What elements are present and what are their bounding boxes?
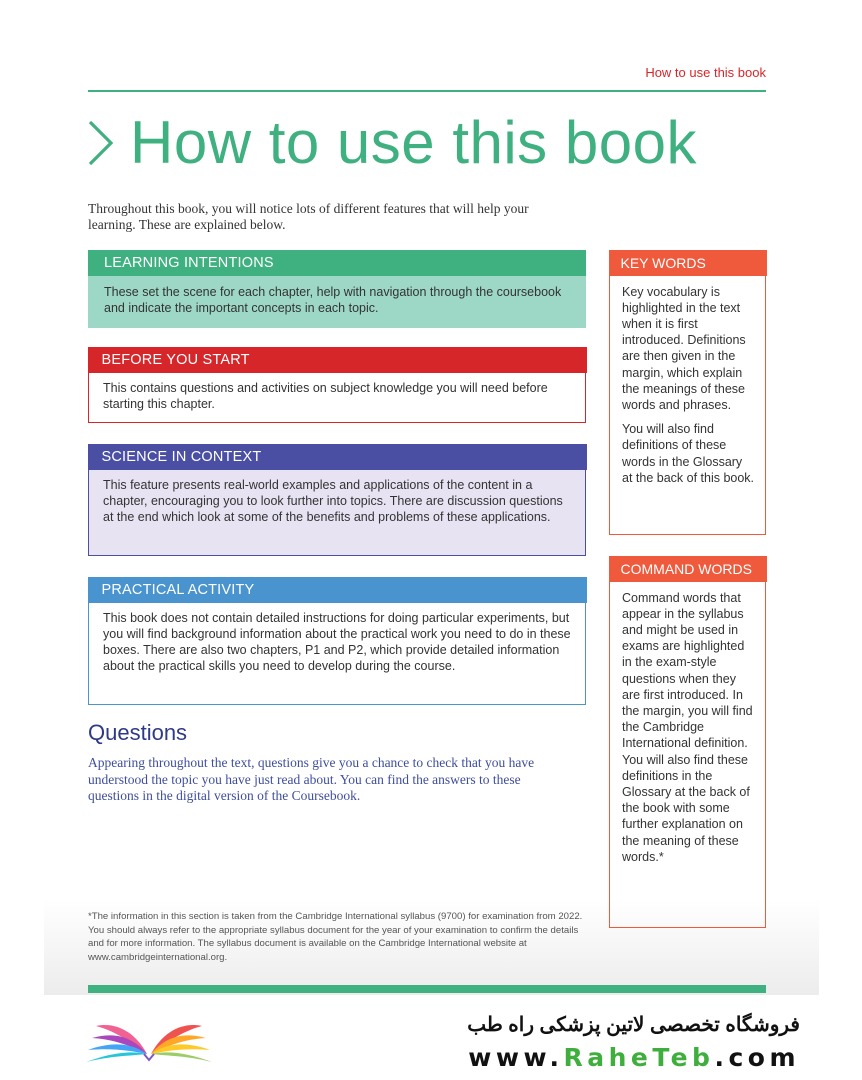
key-words-para-1: Key vocabulary is highlighted in the text when it is first introduced. Definitions are then given in the margin, which explain the meanings of these words and phrases. [622, 284, 746, 412]
shop-url-suffix: .com [714, 1043, 800, 1072]
questions-heading: Questions [88, 720, 188, 745]
shop-url [468, 1043, 800, 1072]
chevron-right-icon [86, 118, 116, 168]
footnote: *The information in this section is taken from the Cambridge International syllabus (9700) for examination from 2022. You should always refer to the appropriate syllabus document for the year of your examination to confirm the details and for more information. The syllabus document is available on the Cambridge International website at www.cambridgeinternational.org. [88, 911, 583, 963]
key-words-title: KEY WORDS [609, 250, 767, 276]
before-you-start-box [88, 347, 586, 423]
shop-url-prefix: www. [468, 1043, 564, 1072]
learning-intentions-box [88, 250, 586, 328]
before-you-start-body: This contains questions and activities on subject knowledge you will need before starting this chapter. [103, 380, 548, 411]
key-words-body [610, 276, 765, 500]
before-you-start-title: BEFORE YOU START [88, 347, 587, 373]
key-words-para-2: You will also find definitions of these words in the Glossary at the back of this book. [622, 422, 755, 485]
page-title-text: How to use this book [130, 109, 697, 176]
command-words-title: COMMAND WORDS [609, 556, 767, 582]
practical-activity-body: This book does not contain detailed instructions for doing particular experiments, but you will find background information about the practical work you need to do in these boxes. There are also two chapters, P1 and P2, which provide detailed information about the practical skills you need to develop during the course. [103, 610, 571, 673]
bottom-bar [88, 985, 766, 993]
top-rule [88, 90, 766, 92]
questions-body: Appearing throughout the text, questions give you a chance to check that you have understood the topic you have just read about. You can find the answers to these questions in the digital version of the Coursebook. [88, 755, 535, 803]
open-book-logo-icon [84, 1008, 214, 1066]
practical-activity-box [88, 577, 586, 705]
command-words-body: Command words that appear in the syllabus and might be used in exams are highlighted in the exam-style questions when they are first introduced. In the margin, you will find the Cambridge International definition. You will also find these definitions in the Glossary at the back of the book with some further explanation on the meaning of these words.* [622, 590, 753, 864]
command-words-box [609, 556, 766, 928]
shop-url-brand: RaheTeb [563, 1043, 715, 1072]
practical-activity-title: PRACTICAL ACTIVITY [88, 577, 587, 603]
running-head: How to use this book [645, 65, 766, 80]
learning-intentions-body: These set the scene for each chapter, help with navigation through the coursebook and indicate the important concepts in each topic. [104, 285, 562, 315]
learning-intentions-title: LEARNING INTENTIONS [88, 250, 586, 276]
science-in-context-title: SCIENCE IN CONTEXT [88, 444, 587, 470]
science-in-context-body: This feature presents real-world examples and applications of the content in a chapter, encouraging you to look further into topics. There are discussion questions at the end which look at some of the benefits and problems of these applications. [103, 477, 563, 524]
page-title [86, 108, 697, 177]
key-words-box [609, 250, 766, 535]
shop-name: فروشگاه تخصصی لاتین پزشکی راه طب [467, 1014, 800, 1036]
intro-text: Throughout this book, you will notice lots of different features that will help your learning. These are explained below. [88, 201, 529, 232]
science-in-context-box [88, 444, 586, 556]
